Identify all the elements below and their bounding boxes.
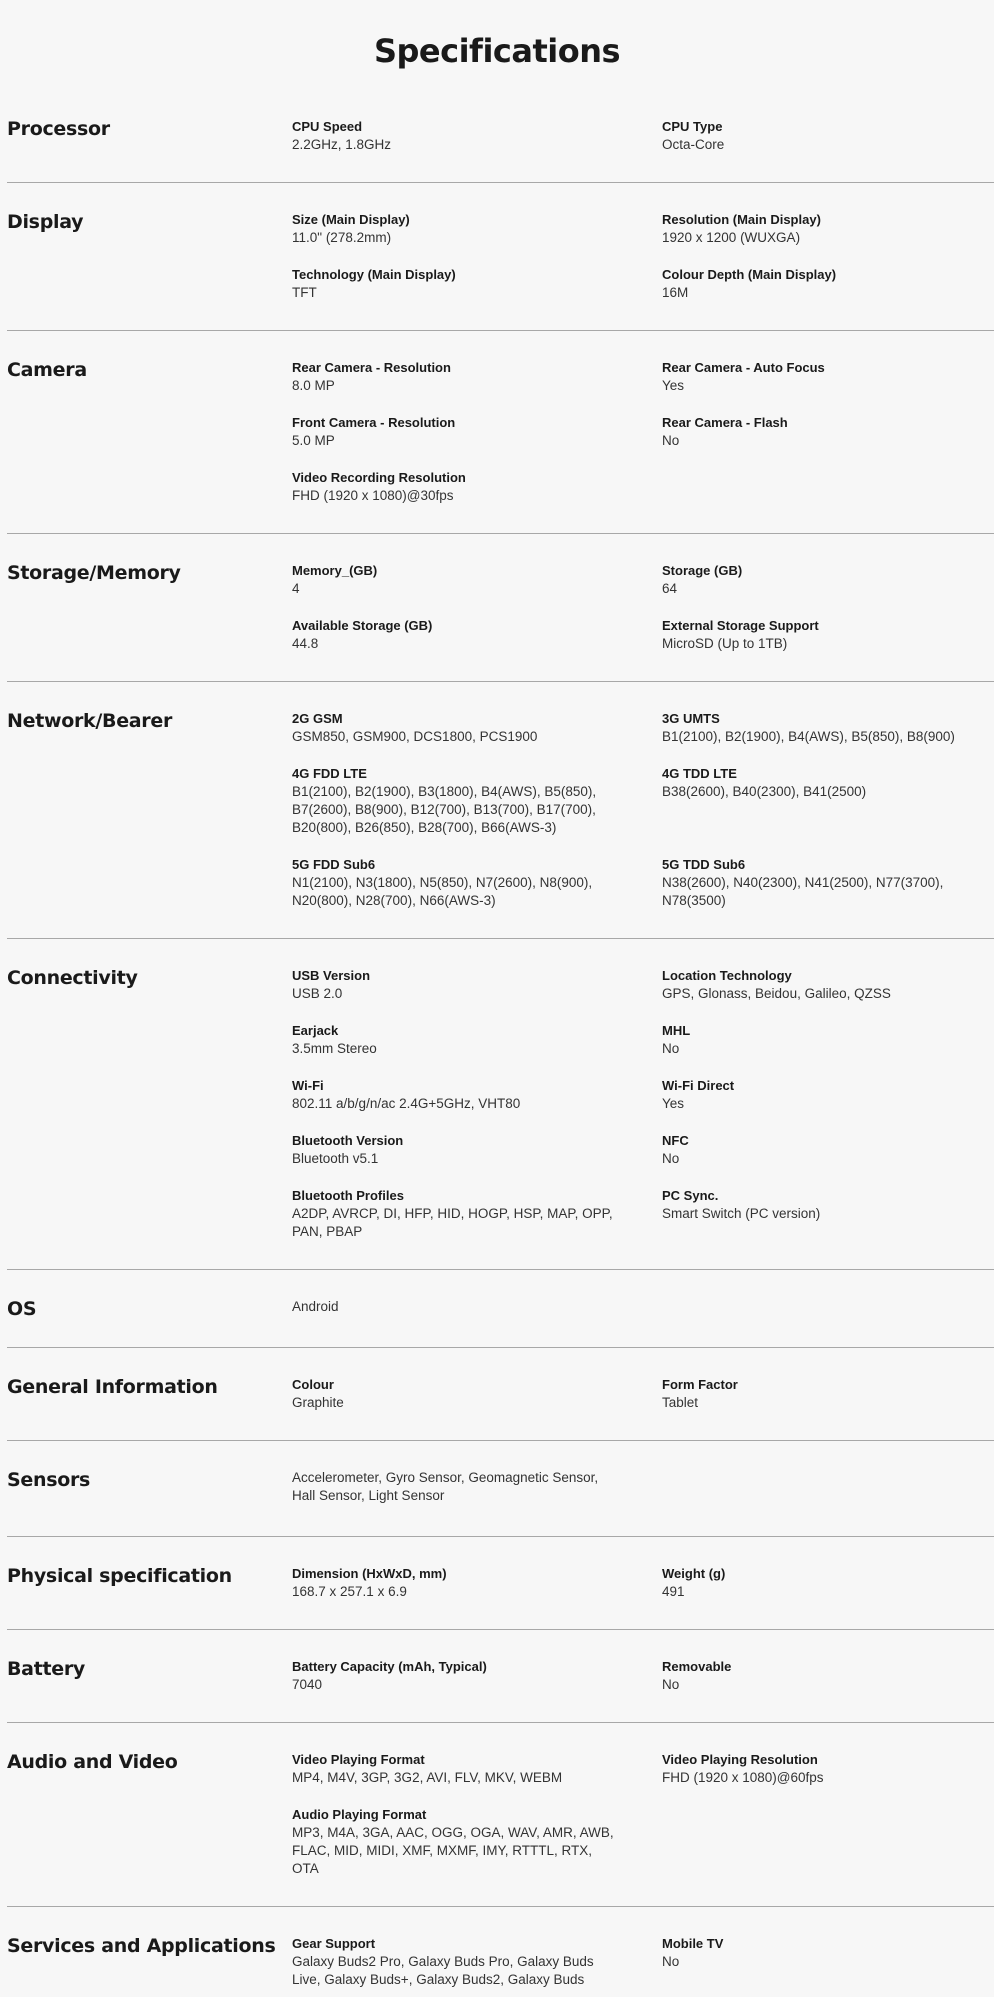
spec-grid	[292, 1376, 994, 1431]
spec-item	[292, 617, 662, 653]
spec-item	[292, 118, 662, 154]
spec-item	[662, 967, 994, 1003]
spec-grid	[292, 118, 994, 173]
spec-value: 168.7 x 257.1 x 6.9	[292, 1584, 407, 1599]
spec-label: Rear Camera - Resolution	[292, 360, 451, 375]
spec-value: MicroSD (Up to 1TB)	[662, 636, 788, 651]
spec-item	[292, 469, 662, 505]
spec-item	[662, 211, 994, 247]
spec-label: Wi-Fi Direct	[662, 1078, 735, 1093]
spec-item	[662, 1077, 994, 1113]
spec-grid	[292, 1469, 994, 1524]
spec-item	[662, 1376, 994, 1412]
spec-sections	[0, 118, 994, 1997]
spec-item	[662, 1187, 994, 1241]
spec-item	[292, 1022, 662, 1058]
spec-label: 5G TDD Sub6	[662, 857, 746, 872]
spec-value: Bluetooth v5.1	[292, 1151, 379, 1166]
spec-label: Battery Capacity (mAh, Typical)	[292, 1659, 487, 1674]
spec-section	[7, 939, 994, 1270]
spec-value: Octa-Core	[662, 137, 725, 152]
spec-item	[662, 1658, 994, 1694]
spec-label: Bluetooth Version	[292, 1133, 404, 1148]
spec-item	[292, 1187, 662, 1241]
spec-value: B1(2100), B2(1900), B4(AWS), B5(850), B8(900)	[662, 729, 955, 744]
spec-item	[662, 359, 994, 395]
spec-item	[292, 710, 662, 746]
spec-section	[7, 1630, 994, 1723]
spec-item	[662, 562, 994, 598]
spec-item	[292, 1935, 662, 1989]
section-title: Camera	[7, 359, 87, 381]
section-title: Audio and Video	[7, 1751, 178, 1773]
spec-value: USB 2.0	[292, 986, 343, 1001]
spec-section	[7, 682, 994, 939]
spec-value: 491	[662, 1584, 685, 1599]
section-title: Battery	[7, 1658, 86, 1680]
spec-label: Rear Camera - Flash	[662, 415, 788, 430]
spec-label: Bluetooth Profiles	[292, 1188, 404, 1203]
spec-label: 4G FDD LTE	[292, 766, 367, 781]
spec-value: No	[662, 1041, 680, 1056]
spec-item	[292, 967, 662, 1003]
spec-label: Resolution (Main Display)	[662, 212, 821, 227]
spec-label: Size (Main Display)	[292, 212, 410, 227]
section-title: Display	[7, 211, 84, 233]
spec-value: N38(2600), N40(2300), N41(2500), N77(3700), N78(3500)	[662, 875, 944, 908]
spec-grid	[292, 967, 994, 1260]
spec-value: FHD (1920 x 1080)@60fps	[662, 1770, 824, 1785]
section-title: Network/Bearer	[7, 710, 173, 732]
spec-value: No	[662, 1954, 680, 1969]
spec-grid	[292, 1658, 994, 1713]
spec-item	[292, 1376, 662, 1412]
spec-section	[7, 1907, 994, 1997]
spec-grid	[292, 359, 994, 524]
spec-grid	[292, 1298, 994, 1335]
spec-label: MHL	[662, 1023, 691, 1038]
spec-label: Weight (g)	[662, 1566, 726, 1581]
spec-label: Video Playing Resolution	[662, 1752, 818, 1767]
spec-label: NFC	[662, 1133, 689, 1148]
spec-item	[662, 266, 994, 302]
spec-label: 3G UMTS	[662, 711, 720, 726]
spec-label: Technology (Main Display)	[292, 267, 456, 282]
spec-value: 8.0 MP	[292, 378, 335, 393]
spec-item	[292, 359, 662, 395]
spec-grid	[292, 710, 994, 929]
spec-value: B38(2600), B40(2300), B41(2500)	[662, 784, 867, 799]
spec-section	[7, 1441, 994, 1537]
spec-label: Front Camera - Resolution	[292, 415, 456, 430]
section-title: Connectivity	[7, 967, 138, 989]
spec-value: No	[662, 1151, 680, 1166]
spec-grid	[292, 211, 994, 321]
spec-value: No	[662, 1677, 680, 1692]
spec-item	[662, 856, 994, 910]
spec-value: Android	[292, 1299, 339, 1314]
section-title: OS	[7, 1298, 37, 1320]
spec-item	[292, 266, 662, 302]
spec-label: Video Recording Resolution	[292, 470, 466, 485]
spec-value: Yes	[662, 378, 685, 393]
spec-value: MP3, M4A, 3GA, AAC, OGG, OGA, WAV, AMR, AWB, FLAC, MID, MIDI, XMF, MXMF, IMY, RTTTL, RTX, OTA	[292, 1825, 614, 1876]
spec-label: 2G GSM	[292, 711, 343, 726]
spec-value: 16M	[662, 285, 689, 300]
spec-label: Rear Camera - Auto Focus	[662, 360, 825, 375]
spec-grid	[292, 562, 994, 672]
spec-label: Available Storage (GB)	[292, 618, 433, 633]
spec-section	[7, 1723, 994, 1907]
spec-section	[7, 183, 994, 331]
spec-label: 5G FDD Sub6	[292, 857, 376, 872]
spec-label: CPU Type	[662, 119, 723, 134]
spec-value: No	[662, 433, 680, 448]
spec-label: Gear Support	[292, 1936, 376, 1951]
spec-label: Form Factor	[662, 1377, 738, 1392]
spec-section	[7, 1348, 994, 1441]
spec-label: Location Technology	[662, 968, 792, 983]
spec-value: A2DP, AVRCP, DI, HFP, HID, HOGP, HSP, MAP, OPP, PAN, PBAP	[292, 1206, 613, 1239]
spec-label: Mobile TV	[662, 1936, 724, 1951]
spec-value: Yes	[662, 1096, 685, 1111]
spec-value: 1920 x 1200 (WUXGA)	[662, 230, 801, 245]
spec-value: Tablet	[662, 1395, 699, 1410]
spec-value: 64	[662, 581, 678, 596]
spec-item	[662, 118, 994, 154]
spec-grid	[292, 1751, 994, 1897]
spec-item	[292, 562, 662, 598]
spec-value: MP4, M4V, 3GP, 3G2, AVI, FLV, MKV, WEBM	[292, 1770, 563, 1785]
spec-item	[292, 1469, 627, 1505]
spec-item	[662, 1132, 994, 1168]
spec-label: 4G TDD LTE	[662, 766, 737, 781]
spec-value: Accelerometer, Gyro Sensor, Geomagnetic Sensor, Hall Sensor, Light Sensor	[292, 1470, 599, 1503]
spec-label: Dimension (HxWxD, mm)	[292, 1566, 447, 1581]
section-title: General Information	[7, 1376, 218, 1398]
spec-label: PC Sync.	[662, 1188, 719, 1203]
spec-label: Video Playing Format	[292, 1752, 425, 1767]
spec-section	[7, 118, 994, 183]
spec-item	[292, 1077, 662, 1113]
spec-item	[292, 414, 662, 450]
spec-value: 5.0 MP	[292, 433, 335, 448]
spec-label: Earjack	[292, 1023, 339, 1038]
spec-value: 2.2GHz, 1.8GHz	[292, 137, 392, 152]
spec-section	[7, 331, 994, 534]
spec-item	[662, 1022, 994, 1058]
spec-label: Audio Playing Format	[292, 1807, 427, 1822]
spec-item	[292, 1132, 662, 1168]
section-title: Processor	[7, 118, 110, 140]
spec-label: External Storage Support	[662, 618, 819, 633]
spec-label: Memory_(GB)	[292, 563, 378, 578]
spec-item	[662, 710, 994, 746]
spec-label: Storage (GB)	[662, 563, 743, 578]
spec-value: 4	[292, 581, 300, 596]
spec-item	[292, 211, 662, 247]
spec-item	[292, 1298, 627, 1316]
spec-item	[292, 1806, 662, 1878]
spec-section	[7, 534, 994, 682]
spec-section	[7, 1270, 994, 1348]
spec-item	[662, 1935, 994, 1989]
spec-grid	[292, 1565, 994, 1620]
spec-item	[662, 765, 994, 837]
spec-label: Colour	[292, 1377, 334, 1392]
page-title: Specifications	[373, 32, 621, 70]
spec-label: CPU Speed	[292, 119, 363, 134]
spec-section	[7, 1537, 994, 1630]
spec-value: FHD (1920 x 1080)@30fps	[292, 488, 454, 503]
spec-value: Smart Switch (PC version)	[662, 1206, 821, 1221]
spec-grid	[292, 1935, 994, 1997]
spec-item	[662, 1751, 994, 1787]
spec-item	[292, 856, 662, 910]
spec-value: GPS, Glonass, Beidou, Galileo, QZSS	[662, 986, 891, 1001]
section-title: Storage/Memory	[7, 562, 181, 584]
spec-label: Colour Depth (Main Display)	[662, 267, 837, 282]
spec-value: TFT	[292, 285, 317, 300]
spec-item	[662, 617, 994, 653]
spec-value: 3.5mm Stereo	[292, 1041, 377, 1056]
spec-value: 44.8	[292, 636, 319, 651]
spec-item	[292, 765, 662, 837]
spec-label: Wi-Fi	[292, 1078, 324, 1093]
spec-value: 802.11 a/b/g/n/ac 2.4G+5GHz, VHT80	[292, 1096, 521, 1111]
section-title: Services and Applications	[7, 1935, 276, 1957]
spec-value: Graphite	[292, 1395, 344, 1410]
spec-value: Galaxy Buds2 Pro, Galaxy Buds Pro, Galaxy Buds Live, Galaxy Buds+, Galaxy Buds2, Galaxy Buds	[292, 1954, 594, 1987]
spec-item	[662, 414, 994, 450]
spec-value: 7040	[292, 1677, 323, 1692]
spec-item	[292, 1658, 662, 1694]
spec-value: N1(2100), N3(1800), N5(850), N7(2600), N8(900), N20(800), N28(700), N66(AWS-3)	[292, 875, 593, 908]
spec-value: 11.0" (278.2mm)	[292, 230, 392, 245]
spec-value: B1(2100), B2(1900), B3(1800), B4(AWS), B5(850), B7(2600), B8(900), B12(700), B13(700), B17(700), B20(800), B26(850), B28(700), B66(AWS-3)	[292, 784, 597, 835]
spec-item	[292, 1565, 662, 1601]
spec-item	[662, 1565, 994, 1601]
section-title: Sensors	[7, 1469, 91, 1491]
spec-value: GSM850, GSM900, DCS1800, PCS1900	[292, 729, 538, 744]
spec-label: Removable	[662, 1659, 732, 1674]
spec-item	[292, 1751, 662, 1787]
spec-label: USB Version	[292, 968, 371, 983]
section-title: Physical specification	[7, 1565, 232, 1587]
